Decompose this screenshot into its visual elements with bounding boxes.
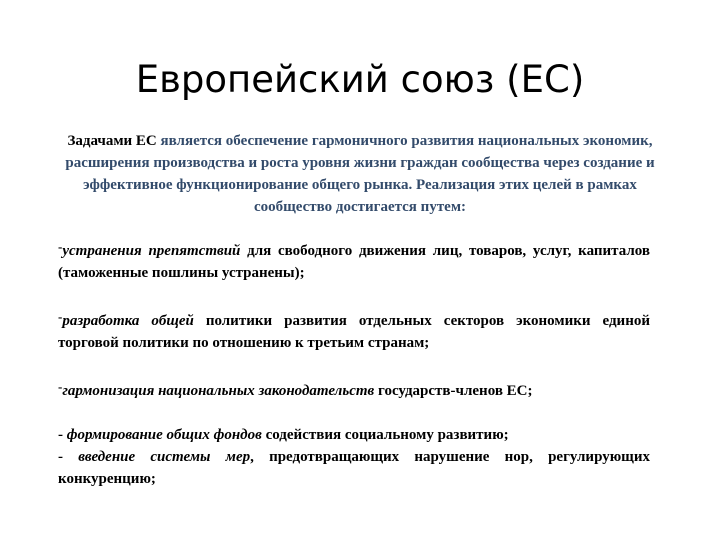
item-text: для свободного движения лиц, товаров, услуг, капиталов (таможенные пошлины устранены);: [58, 243, 650, 281]
slide-title: Европейский союз (ЕС): [135, 58, 585, 101]
item-text: государств-членов ЕС;: [374, 383, 533, 399]
item-term: гармонизация национальных законодательств: [62, 383, 375, 399]
intro-text: является обеспечение гармоничного развития национальных экономик, расширения производства и роста уровня жизни граждан сообщества через создание и эффективное функционирование общего рынка. Реализация этих целей в рамках сообщество достигается путем:: [65, 133, 655, 215]
item-term: устранения препятствий: [62, 243, 241, 259]
task-item-1: [58, 236, 650, 284]
item-dash: -: [58, 309, 63, 324]
item-term: формирование общих фондов: [66, 427, 262, 443]
task-item-2: [58, 306, 650, 354]
item-dash: -: [58, 449, 79, 465]
task-item-3: [58, 376, 650, 402]
item-dash: -: [58, 427, 67, 443]
item-term: разработка общей: [62, 313, 194, 329]
item-dash: -: [58, 239, 63, 254]
task-item-4: [58, 424, 650, 446]
item-term: введение системы мер: [78, 449, 251, 465]
item-text: политики развития отдельных секторов экономики единой торговой политики по отношению к третьим странам;: [58, 313, 650, 351]
item-dash: -: [58, 379, 63, 394]
task-item-5: [58, 446, 650, 490]
intro-paragraph: [62, 130, 658, 218]
item-text: содействия социальному развитию;: [261, 427, 509, 443]
intro-lead: Задачами ЕС: [67, 133, 157, 149]
item-text: , предотвращающих нарушение нор, регулирующих конкуренцию;: [58, 449, 650, 487]
